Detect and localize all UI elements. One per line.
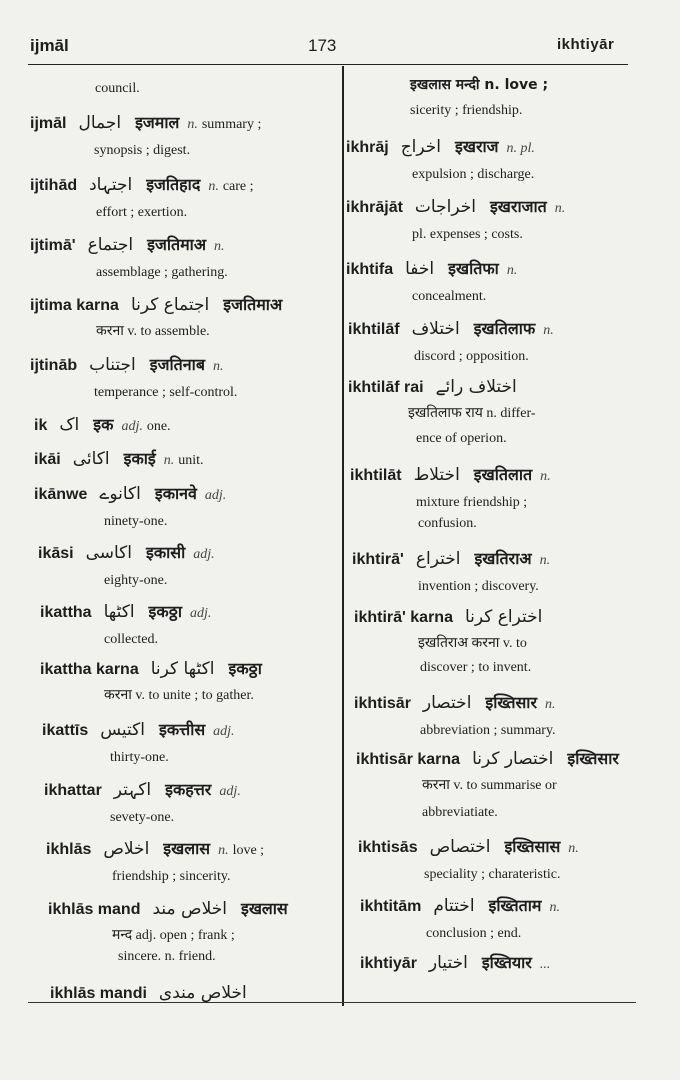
headword: ikhlās mand	[48, 901, 141, 918]
dictionary-entry	[30, 292, 330, 345]
entry-line	[34, 412, 334, 440]
dictionary-entry	[34, 412, 334, 440]
entry-line	[30, 352, 330, 380]
part-of-speech: adj.	[213, 724, 235, 739]
definition-line: मन्द adj. open ; frank ;	[112, 928, 235, 943]
urdu-word: اجتہاد	[89, 175, 133, 195]
hindi-word: इखराजात	[489, 197, 547, 216]
urdu-word: اخلاص	[103, 839, 150, 859]
hindi-word: इजमाल	[135, 113, 180, 132]
part-of-speech: n.	[208, 179, 219, 194]
entry-line	[356, 746, 656, 773]
part-of-speech: n.	[539, 553, 551, 568]
part-of-speech: n.	[540, 469, 551, 484]
headword: ikhtisār karna	[356, 751, 461, 768]
part-of-speech: n.	[549, 900, 560, 915]
urdu-word: اکانوے	[99, 484, 141, 504]
entry-line	[348, 316, 648, 344]
urdu-word: اختیار	[428, 953, 468, 973]
urdu-word: اکتیس	[100, 720, 145, 740]
hindi-word: इखलास	[240, 899, 288, 918]
headword: ik	[34, 417, 48, 434]
headword: ikhlās	[46, 841, 92, 858]
urdu-word: اجتماع	[87, 235, 134, 255]
entry-line	[354, 604, 654, 631]
headword: ikhtirā'	[352, 551, 404, 568]
hindi-word: इख्तिताम	[488, 896, 542, 915]
hindi-word: इजतिमाअ	[223, 295, 283, 314]
part-of-speech: n.	[212, 359, 224, 374]
definition-line: mixture friendship ;	[416, 495, 528, 510]
definition: unit.	[178, 453, 204, 468]
dictionary-entry	[352, 546, 652, 600]
urdu-word: اکٹھا کرنا	[150, 659, 215, 679]
entry-line	[40, 656, 340, 683]
definition-line: pl. expenses ; costs.	[412, 227, 523, 242]
dictionary-entry	[42, 717, 342, 771]
urdu-word: اختصار	[422, 693, 472, 713]
part-of-speech: n.	[554, 201, 566, 216]
hindi-word: इकानवे	[154, 484, 197, 503]
definition: summary ;	[201, 117, 262, 132]
hindi-word: इख्तिसार	[567, 749, 619, 768]
hindi-word: इजतिमाअ	[147, 235, 207, 254]
part-of-speech: adj.	[219, 784, 241, 799]
entry-line	[360, 893, 660, 921]
entry-continuation-line: ence of operion.	[416, 431, 507, 446]
urdu-word: اختراع کرنا	[464, 607, 543, 627]
entry-continuation-line: discover ; to invent.	[420, 660, 532, 675]
headword: ikhrāj	[346, 139, 389, 156]
continuation-text: council.	[95, 81, 140, 96]
headword: ikhtitām	[360, 898, 422, 915]
dictionary-entry	[40, 599, 340, 653]
entry-line	[346, 134, 646, 162]
definition-line: invention ; discovery.	[418, 579, 539, 594]
headword: ikhtirā' karna	[354, 609, 453, 626]
part-of-speech: n.	[506, 263, 518, 278]
dictionary-entry	[30, 110, 330, 164]
urdu-word: اختتام	[433, 896, 475, 916]
dictionary-entry	[50, 980, 350, 1007]
definition-line: इखतिराअ करना v. to	[418, 636, 527, 651]
headword: ikattīs	[42, 722, 89, 739]
dictionary-entry	[346, 194, 646, 248]
dictionary-entry	[38, 540, 338, 594]
part-of-speech: n.	[187, 117, 198, 132]
dictionary-entry	[348, 374, 648, 427]
headword: ikhtifa	[346, 261, 394, 278]
definition-line: speciality ; charateristic.	[424, 867, 561, 882]
entry-continuation-line: abbreviatiate.	[422, 805, 498, 820]
definition-line: effort ; exertion.	[96, 205, 188, 220]
headword: ijtima karna	[30, 297, 119, 314]
headword: ikhtilāf	[348, 321, 400, 338]
entry-line	[34, 446, 334, 474]
urdu-word: اختصار کرنا	[472, 749, 554, 769]
dictionary-entry	[354, 690, 654, 744]
page-number: 173	[308, 36, 337, 55]
definition-line: करना v. to unite ; to gather.	[104, 688, 254, 703]
hindi-word: इखलास	[163, 839, 211, 858]
headword: ijmāl	[30, 115, 67, 132]
dictionary-entry	[30, 172, 330, 226]
definition-line: abbreviation ; summary.	[420, 723, 556, 738]
hindi-word: इक	[93, 415, 114, 434]
part-of-speech: adj.	[121, 419, 143, 434]
urdu-word: اک	[59, 415, 80, 435]
continuation-hindi: इखलास मन्दी n. love ;	[410, 77, 549, 93]
entry-line	[34, 481, 334, 509]
entry-line	[348, 374, 648, 401]
entry-line	[358, 834, 658, 862]
headword: ijtināb	[30, 357, 78, 374]
dictionary-entry	[348, 316, 648, 370]
urdu-word: اخلاص مندی	[158, 983, 247, 1003]
entry-line	[44, 777, 344, 805]
definition-line: eighty-one.	[104, 573, 168, 588]
headword: ikhtilāf rai	[348, 379, 424, 396]
entry-line	[38, 540, 338, 568]
entry-line	[346, 194, 646, 222]
hindi-word: इकत्तीस	[159, 720, 206, 739]
definition-line: expulsion ; discharge.	[412, 167, 535, 182]
hindi-word: इखराज	[455, 137, 499, 156]
definition-line: करना v. to assemble.	[96, 324, 210, 339]
dictionary-entry	[354, 604, 654, 657]
entry-line	[42, 717, 342, 745]
entry-line	[50, 980, 350, 1007]
urdu-word: اجتماع کرنا	[130, 295, 210, 315]
entry-line	[350, 462, 650, 490]
urdu-word: اکاسی	[85, 543, 133, 563]
urdu-word: اجمال	[78, 113, 122, 133]
continuation-text: sicerity ; friendship.	[410, 103, 523, 118]
entry-line	[48, 896, 348, 923]
headword: ijtihād	[30, 177, 78, 194]
definition-line: synopsis ; digest.	[94, 143, 191, 158]
definition-line: sevety-one.	[110, 810, 175, 825]
dictionary-entry	[346, 256, 646, 310]
hindi-word: इखतिलात	[473, 465, 533, 484]
headword: ikāi	[34, 451, 61, 468]
dictionary-entry	[358, 834, 658, 888]
entry-continuation-line: confusion.	[418, 516, 477, 531]
hindi-word: इख्तिसास	[504, 837, 561, 856]
entry-line	[30, 172, 330, 200]
entry-line	[354, 690, 654, 718]
headword: ikattha karna	[40, 661, 139, 678]
hindi-word: इखतिराअ	[474, 549, 532, 568]
entry-line	[360, 950, 660, 978]
part-of-speech: n.	[214, 239, 225, 254]
entry-continuation-line: sincere. n. friend.	[118, 949, 216, 964]
header-rule	[28, 64, 628, 65]
part-of-speech: adj.	[189, 606, 212, 621]
entry-line	[352, 546, 652, 574]
dictionary-entry	[360, 950, 660, 978]
entry-line	[30, 232, 330, 260]
urdu-word: اکٹھا	[103, 602, 135, 622]
headword: ikhattar	[44, 782, 102, 799]
headword: ikhtilāt	[350, 467, 402, 484]
dictionary-entry	[356, 746, 656, 799]
definition-line: conclusion ; end.	[426, 926, 522, 941]
definition-line: friendship ; sincerity.	[112, 869, 231, 884]
urdu-word: اختلاف	[411, 319, 460, 339]
definition-line: concealment.	[412, 289, 487, 304]
urdu-word: اخراجات	[414, 197, 476, 217]
definition-line: इखतिलाफ राय n. differ-	[408, 406, 536, 421]
dictionary-entry	[30, 232, 330, 286]
part-of-speech: n.	[163, 453, 175, 468]
part-of-speech: n.	[545, 697, 556, 712]
hindi-word: इकठ्ठा	[148, 602, 182, 621]
hindi-word: इकासी	[146, 543, 186, 562]
hindi-word: इखतिलाफ	[473, 319, 536, 338]
dictionary-entry	[34, 481, 334, 535]
hindi-word: इखतिफा	[448, 259, 499, 278]
definition-line: assemblage ; gathering.	[96, 265, 228, 280]
definition: love ;	[232, 843, 265, 858]
dictionary-entry	[40, 656, 340, 709]
headword: ikānwe	[34, 486, 88, 503]
urdu-word: اختصاص	[429, 837, 491, 857]
headword: ikhtisār	[354, 695, 411, 712]
definition-line: temperance ; self-control.	[94, 385, 238, 400]
urdu-word: اجتناب	[89, 355, 136, 375]
dictionary-entry	[360, 893, 660, 947]
entry-line	[46, 836, 346, 864]
entry-line	[30, 292, 330, 319]
urdu-word: اکہتر	[113, 780, 152, 800]
hindi-word: इजतिनाब	[149, 355, 205, 374]
definition-line: discord ; opposition.	[414, 349, 529, 364]
hindi-word: इख्तिसार	[485, 693, 537, 712]
urdu-word: اختلاط	[413, 465, 460, 485]
hindi-word: इजतिहाद	[146, 175, 201, 194]
urdu-word: اختلاف رائے	[435, 377, 517, 397]
definition: care ;	[222, 179, 254, 194]
dictionary-entry	[30, 352, 330, 406]
urdu-word: اخراج	[400, 137, 441, 157]
hindi-word: इख्तियार	[481, 953, 532, 972]
dictionary-entry	[44, 777, 344, 831]
entry-line	[30, 110, 330, 138]
headword: ikāsi	[38, 545, 74, 562]
dictionary-entry	[48, 896, 348, 949]
definition-line: ninety-one.	[104, 514, 168, 529]
hindi-word: इकहत्तर	[165, 780, 212, 799]
urdu-word: اختراع	[415, 549, 461, 569]
part-of-speech: n.	[543, 323, 554, 338]
headword: ikhlās mandi	[50, 985, 147, 1002]
urdu-word: اخلاص مند	[152, 899, 227, 919]
headword: ikattha	[40, 604, 92, 621]
urdu-word: اکائی	[72, 449, 110, 469]
dictionary-entry	[350, 462, 650, 516]
definition-line: collected.	[104, 632, 159, 647]
entry-line	[346, 256, 646, 284]
part-of-speech: adj.	[193, 547, 215, 562]
part-of-speech: adj.	[204, 488, 227, 503]
urdu-word: اخفا	[405, 259, 435, 279]
part-of-speech: n.	[568, 841, 579, 856]
part-of-speech: n. pl.	[506, 141, 535, 156]
part-of-speech: n.	[218, 843, 229, 858]
headword: ikhtiyār	[360, 955, 417, 972]
entry-line	[40, 599, 340, 627]
dictionary-entry	[46, 836, 346, 890]
definition-line: करना v. to summarise or	[422, 778, 557, 793]
guide-word-left: ijmāl	[30, 36, 69, 55]
headword: ikhrājāt	[346, 199, 403, 216]
hindi-word: इकाई	[123, 449, 156, 468]
guide-word-right: ikhtiyār	[557, 36, 615, 53]
definition-line: thirty-one.	[110, 750, 169, 765]
dictionary-entry	[34, 446, 334, 474]
definition: one.	[146, 419, 171, 434]
headword: ijtimā'	[30, 237, 76, 254]
part-of-speech: ...	[539, 957, 551, 972]
dictionary-entry	[346, 134, 646, 188]
headword: ikhtisās	[358, 839, 418, 856]
hindi-word: इकठ्ठा	[228, 659, 262, 678]
